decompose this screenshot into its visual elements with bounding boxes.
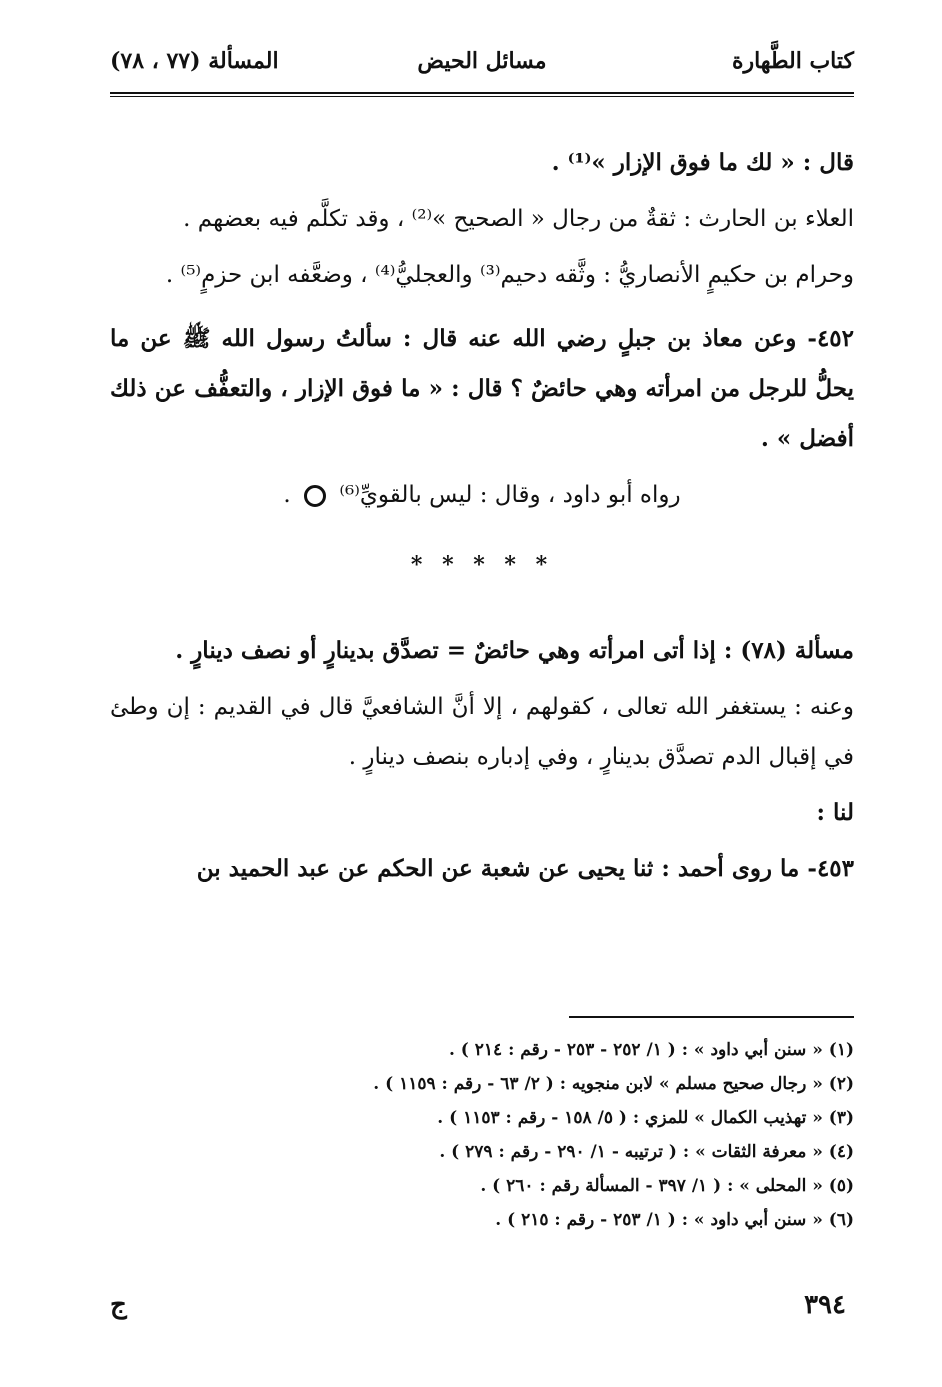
- section-separator: * * * * *: [410, 552, 554, 578]
- footnotes: [110, 1033, 854, 1237]
- paragraph-hadith-453: ٤٥٣- ما روى أحمد : ثنا يحيى عن شعبة عن الحكم عن عبد الحميد بن: [196, 855, 854, 882]
- page-footer: [110, 1290, 854, 1330]
- page-number: ٣٩٤: [804, 1290, 846, 1320]
- paragraph-lana: لنا :: [816, 799, 854, 826]
- header-issue-range: المسألة (٧٧ ، ٧٨): [110, 48, 279, 74]
- footnote-2: (٢) « رجال صحيح مسلم » لابن منجويه : ( ٢/ ٦٣ - رقم : ١١٥٩ ) .: [373, 1074, 854, 1094]
- footnote-4: (٤) « معرفة الثقات » : ( ترتيبه - ١/ ٢٩٠ - رقم : ٢٧٩ ) .: [439, 1142, 854, 1162]
- paragraph-narrator-ala: العلاء بن الحارث : ثقةٌ من رجال « الصحيح »⁽²⁾ ، وقد تكلَّم فيه بعضهم .: [183, 206, 854, 232]
- paragraph-issue-78: مسألة (٧٨) : إذا أتى امرأته وهي حائضٌ = تصدَّق بدينارٍ أو نصف دينارٍ .: [175, 637, 854, 664]
- footnote-6: (٦) « سنن أبي داود » : ( ١/ ٢٥٣ - رقم : ٢١٥ ) .: [495, 1210, 854, 1230]
- end-circle-icon: [304, 485, 326, 507]
- footnote-1: (١) « سنن أبي داود » : ( ١/ ٢٥٢ - ٢٥٣ - رقم : ٢١٤ ) .: [448, 1040, 854, 1060]
- paragraph-attribution: [110, 470, 854, 520]
- main-text: [110, 138, 854, 900]
- attribution-text: رواه أبو داود ، وقال : ليس بالقويِّ⁽⁶⁾: [339, 482, 681, 508]
- paragraph-quote: قال : « لك ما فوق الإزار »⁽¹⁾ .: [551, 149, 854, 176]
- footnote-rule: [569, 1016, 854, 1018]
- attribution-end: .: [283, 482, 291, 508]
- signature-mark: ج: [110, 1290, 127, 1320]
- paragraph-opinion: وعنه : يستغفر الله تعالى ، كقولهم ، إلا أنَّ الشافعيَّ قال في القديم : إن وطئ في إقبال الدم تصدَّق بدينارٍ ، وفي إدباره بنصف دينارٍ .: [110, 694, 854, 770]
- header-chapter-title: مسائل الحيض: [417, 48, 547, 74]
- header-book-title: كتاب الطَّهارة: [731, 48, 854, 74]
- footnote-5: (٥) « المحلى » : ( ١/ ٣٩٧ - المسألة رقم : ٢٦٠ ) .: [480, 1176, 854, 1196]
- running-header: [110, 48, 854, 88]
- paragraph-narrator-haram: وحرام بن حكيمٍ الأنصاريُّ : وثَّقه دحيم⁽³⁾ والعجليُّ⁽⁴⁾ ، وضعَّفه ابن حزمٍ⁽⁵⁾ .: [165, 262, 854, 288]
- header-rule: [110, 92, 854, 97]
- footnote-3: (٣) « تهذيب الكمال » للمزي : ( ٥/ ١٥٨ - رقم : ١١٥٣ ) .: [437, 1108, 854, 1128]
- paragraph-hadith-452: ٤٥٢- وعن معاذ بن جبلٍ رضي الله عنه قال : سألتُ رسول الله ﷺ عن ما يحلُّ للرجل من امرأته وهي حائضٌ ؟ قال : « ما فوق الإزار ، والتعفُّف عن ذلك أفضل » .: [110, 325, 854, 452]
